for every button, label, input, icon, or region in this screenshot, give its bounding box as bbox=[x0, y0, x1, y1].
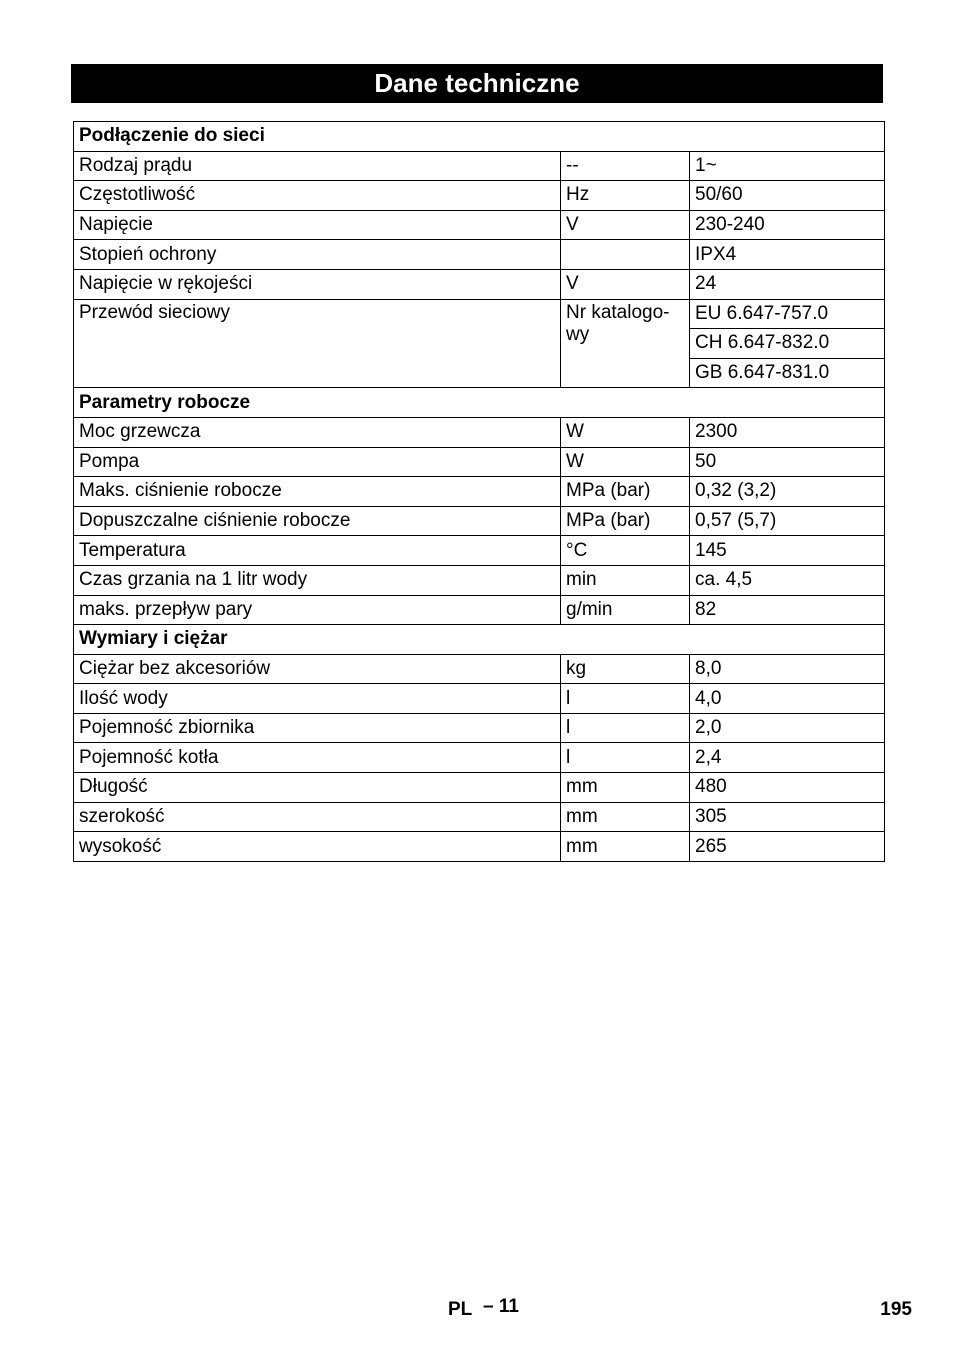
row-unit: mm bbox=[561, 832, 690, 862]
row-unit: g/min bbox=[561, 595, 690, 625]
table-row bbox=[74, 506, 885, 536]
row-unit: MPa (bar) bbox=[561, 506, 690, 536]
table-row bbox=[74, 713, 885, 743]
table-row bbox=[74, 802, 885, 832]
row-label: Ciężar bez akcesoriów bbox=[74, 654, 561, 684]
row-unit: min bbox=[561, 565, 690, 595]
row-value: 24 bbox=[690, 269, 885, 299]
row-label: Czas grzania na 1 litr wody bbox=[74, 565, 561, 595]
table-row bbox=[74, 477, 885, 507]
footer-section-page: – 11 bbox=[483, 1296, 519, 1317]
footer-page-number: 195 bbox=[880, 1299, 912, 1320]
row-unit bbox=[561, 240, 690, 270]
footer-language: PL bbox=[448, 1299, 473, 1320]
row-value: 145 bbox=[690, 536, 885, 566]
row-label: Moc grzewcza bbox=[74, 417, 561, 447]
row-label: Rodzaj prądu bbox=[74, 151, 561, 181]
row-unit: l bbox=[561, 743, 690, 773]
row-label: Przewód sieciowy bbox=[74, 299, 561, 388]
section-heading: Wymiary i ciężar bbox=[74, 625, 885, 655]
table-row bbox=[74, 565, 885, 595]
table-row bbox=[74, 417, 885, 447]
row-unit: MPa (bar) bbox=[561, 477, 690, 507]
row-unit: V bbox=[561, 269, 690, 299]
row-value: 2,4 bbox=[690, 743, 885, 773]
row-label: maks. przepływ pary bbox=[74, 595, 561, 625]
row-value: ca. 4,5 bbox=[690, 565, 885, 595]
row-value: 50/60 bbox=[690, 181, 885, 211]
table-row bbox=[74, 684, 885, 714]
row-label: Pompa bbox=[74, 447, 561, 477]
row-value: 0,32 (3,2) bbox=[690, 477, 885, 507]
row-unit: kg bbox=[561, 654, 690, 684]
row-label: Dopuszczalne ciśnienie robocze bbox=[74, 506, 561, 536]
section-header-row bbox=[74, 122, 885, 152]
table-row bbox=[74, 654, 885, 684]
row-unit: l bbox=[561, 713, 690, 743]
table-row bbox=[74, 773, 885, 803]
row-unit: V bbox=[561, 210, 690, 240]
row-label: Napięcie w rękojeści bbox=[74, 269, 561, 299]
row-value: 230-240 bbox=[690, 210, 885, 240]
row-unit: mm bbox=[561, 802, 690, 832]
table-row bbox=[74, 536, 885, 566]
page-title: Dane techniczne bbox=[71, 64, 883, 103]
row-label: Stopień ochrony bbox=[74, 240, 561, 270]
row-label: Pojemność kotła bbox=[74, 743, 561, 773]
table-row bbox=[74, 240, 885, 270]
row-unit: Nr katalogo-wy bbox=[561, 299, 690, 388]
row-label: Długość bbox=[74, 773, 561, 803]
section-header-row bbox=[74, 388, 885, 418]
row-value: EU 6.647-757.0 bbox=[690, 299, 885, 329]
table-row bbox=[74, 210, 885, 240]
row-unit: l bbox=[561, 684, 690, 714]
row-unit: -- bbox=[561, 151, 690, 181]
table-row bbox=[74, 595, 885, 625]
row-label: wysokość bbox=[74, 832, 561, 862]
row-unit: W bbox=[561, 447, 690, 477]
row-unit: mm bbox=[561, 773, 690, 803]
section-heading: Parametry robocze bbox=[74, 388, 885, 418]
row-label: Napięcie bbox=[74, 210, 561, 240]
row-value: 50 bbox=[690, 447, 885, 477]
table-row bbox=[74, 299, 885, 329]
table-row bbox=[74, 743, 885, 773]
technical-data-table bbox=[73, 121, 885, 862]
row-value: 1~ bbox=[690, 151, 885, 181]
row-unit: W bbox=[561, 417, 690, 447]
row-label: Ilość wody bbox=[74, 684, 561, 714]
table-row bbox=[74, 269, 885, 299]
table-row bbox=[74, 181, 885, 211]
row-label: Temperatura bbox=[74, 536, 561, 566]
row-value: GB 6.647-831.0 bbox=[690, 358, 885, 388]
row-value: 0,57 (5,7) bbox=[690, 506, 885, 536]
row-value: CH 6.647-832.0 bbox=[690, 329, 885, 359]
row-label: Maks. ciśnienie robocze bbox=[74, 477, 561, 507]
table-row bbox=[74, 832, 885, 862]
row-unit: °C bbox=[561, 536, 690, 566]
section-header-row bbox=[74, 625, 885, 655]
row-unit: Hz bbox=[561, 181, 690, 211]
row-label: Pojemność zbiornika bbox=[74, 713, 561, 743]
row-value: 8,0 bbox=[690, 654, 885, 684]
table-row bbox=[74, 447, 885, 477]
row-label: Częstotliwość bbox=[74, 181, 561, 211]
table-row bbox=[74, 151, 885, 181]
section-heading: Podłączenie do sieci bbox=[74, 122, 885, 152]
row-label: szerokość bbox=[74, 802, 561, 832]
row-value: 82 bbox=[690, 595, 885, 625]
row-value: 2300 bbox=[690, 417, 885, 447]
row-value: 265 bbox=[690, 832, 885, 862]
row-value: 305 bbox=[690, 802, 885, 832]
row-value: IPX4 bbox=[690, 240, 885, 270]
row-value: 2,0 bbox=[690, 713, 885, 743]
row-value: 480 bbox=[690, 773, 885, 803]
row-value: 4,0 bbox=[690, 684, 885, 714]
